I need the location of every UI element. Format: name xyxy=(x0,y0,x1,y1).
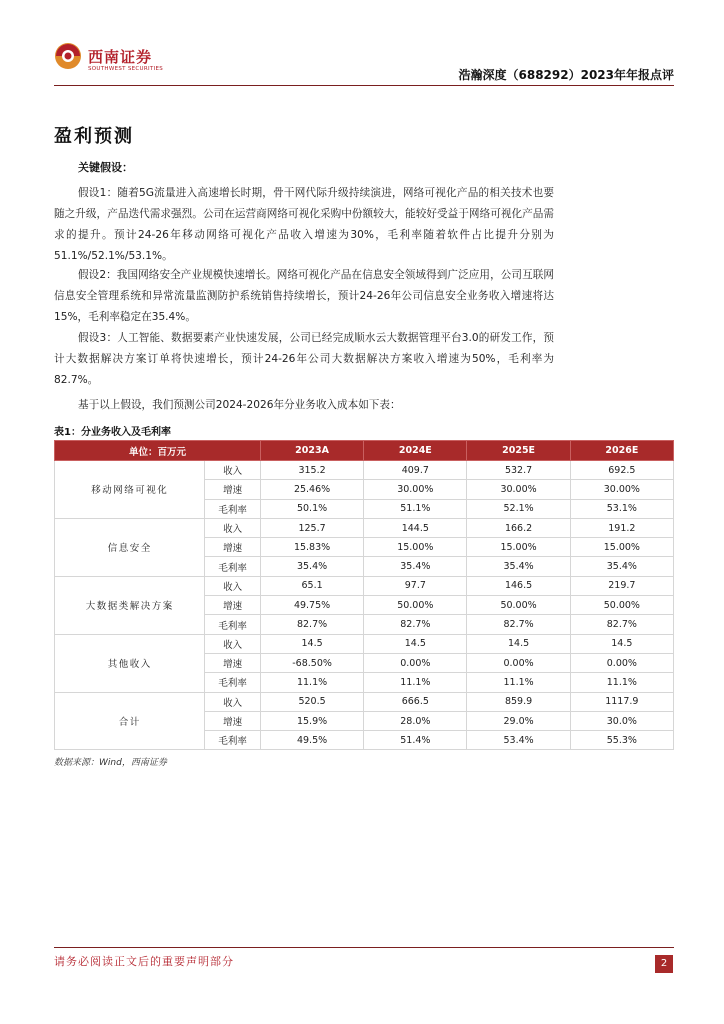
footer-divider xyxy=(54,947,674,948)
page-header xyxy=(54,38,674,86)
value-cell: 53.1% xyxy=(570,499,673,518)
table-title: 表1：分业务收入及毛利率 xyxy=(54,427,171,438)
value-cell: 0.00% xyxy=(467,653,570,672)
value-cell: 692.5 xyxy=(570,461,673,480)
value-cell: 409.7 xyxy=(364,461,467,480)
value-cell: 97.7 xyxy=(364,576,467,595)
value-cell: 49.75% xyxy=(260,596,363,615)
metric-label-cell: 毛利率 xyxy=(205,557,260,576)
value-cell: 15.00% xyxy=(570,538,673,557)
value-cell: 28.0% xyxy=(364,711,467,730)
metric-label-cell: 增速 xyxy=(205,653,260,672)
metric-label-cell: 收入 xyxy=(205,461,260,480)
value-cell: 30.00% xyxy=(467,480,570,499)
value-cell: 1117.9 xyxy=(570,692,673,711)
data-source: 数据来源：Wind，西南证券 xyxy=(54,758,167,768)
value-cell: 49.5% xyxy=(260,731,363,750)
section-title: 盈利预测 xyxy=(54,126,134,147)
value-cell: 315.2 xyxy=(260,461,363,480)
metric-label-cell: 收入 xyxy=(205,634,260,653)
report-title: 浩瀚深度（688292）2023年年报点评 xyxy=(458,68,674,82)
value-cell: 11.1% xyxy=(570,673,673,692)
value-cell: 53.4% xyxy=(467,731,570,750)
assumption-paragraph-3: 假设3：人工智能、数据要素产业快速发展，公司已经完成顺水云大数据管理平台3.0的研发工作，预计大数据解决方案订单将快速增长，预计24-26年公司大数据解决方案收入增速为50%，毛利率为82.7%。 xyxy=(54,332,554,386)
value-cell: 0.00% xyxy=(364,653,467,672)
value-cell: 55.3% xyxy=(570,731,673,750)
value-cell: 35.4% xyxy=(570,557,673,576)
value-cell: 50.00% xyxy=(364,596,467,615)
value-cell: -68.50% xyxy=(260,653,363,672)
value-cell: 82.7% xyxy=(570,615,673,634)
value-cell: 14.5 xyxy=(260,634,363,653)
value-cell: 219.7 xyxy=(570,576,673,595)
value-cell: 146.5 xyxy=(467,576,570,595)
value-cell: 191.2 xyxy=(570,518,673,537)
metric-label-cell: 毛利率 xyxy=(205,731,260,750)
brand-name-en: SOUTHWEST SECURITIES xyxy=(88,66,164,72)
year-header: 2023A xyxy=(260,441,363,461)
table-row xyxy=(55,461,674,480)
value-cell: 30.0% xyxy=(570,711,673,730)
value-cell: 14.5 xyxy=(364,634,467,653)
table-body xyxy=(55,461,674,750)
metric-label-cell: 收入 xyxy=(205,576,260,595)
forecast-intro-paragraph: 基于以上假设，我们预测公司2024-2026年分业务收入成本如下表： xyxy=(78,399,401,411)
value-cell: 15.9% xyxy=(260,711,363,730)
brand-logo xyxy=(54,42,184,76)
segment-name-cell: 大数据类解决方案 xyxy=(55,576,205,634)
value-cell: 859.9 xyxy=(467,692,570,711)
value-cell: 51.4% xyxy=(364,731,467,750)
value-cell: 51.1% xyxy=(364,499,467,518)
value-cell: 82.7% xyxy=(260,615,363,634)
table-header-row xyxy=(55,441,674,461)
metric-label-cell: 毛利率 xyxy=(205,615,260,634)
segment-name-cell: 其他收入 xyxy=(55,634,205,692)
value-cell: 15.83% xyxy=(260,538,363,557)
value-cell: 144.5 xyxy=(364,518,467,537)
metric-label-cell: 增速 xyxy=(205,480,260,499)
value-cell: 30.00% xyxy=(364,480,467,499)
value-cell: 532.7 xyxy=(467,461,570,480)
value-cell: 35.4% xyxy=(467,557,570,576)
metric-label-cell: 收入 xyxy=(205,692,260,711)
metric-label-cell: 毛利率 xyxy=(205,673,260,692)
unit-header: 单位：百万元 xyxy=(55,441,261,461)
header-divider xyxy=(54,85,674,86)
year-header: 2024E xyxy=(364,441,467,461)
value-cell: 25.46% xyxy=(260,480,363,499)
value-cell: 11.1% xyxy=(364,673,467,692)
disclaimer-note: 请务必阅读正文后的重要声明部分 xyxy=(54,955,234,968)
value-cell: 14.5 xyxy=(570,634,673,653)
value-cell: 30.00% xyxy=(570,480,673,499)
segment-name-cell: 信息安全 xyxy=(55,518,205,576)
table-row xyxy=(55,634,674,653)
value-cell: 52.1% xyxy=(467,499,570,518)
value-cell: 520.5 xyxy=(260,692,363,711)
value-cell: 82.7% xyxy=(467,615,570,634)
year-header: 2025E xyxy=(467,441,570,461)
value-cell: 15.00% xyxy=(364,538,467,557)
value-cell: 50.00% xyxy=(570,596,673,615)
value-cell: 125.7 xyxy=(260,518,363,537)
value-cell: 0.00% xyxy=(570,653,673,672)
value-cell: 14.5 xyxy=(467,634,570,653)
value-cell: 35.4% xyxy=(260,557,363,576)
value-cell: 666.5 xyxy=(364,692,467,711)
value-cell: 11.1% xyxy=(467,673,570,692)
value-cell: 11.1% xyxy=(260,673,363,692)
table-row xyxy=(55,692,674,711)
assumption-paragraph-2: 假设2：我国网络安全产业规模快速增长。网络可视化产品在信息安全领域得到广泛应用，公司互联网信息安全管理系统和异常流量监测防护系统销售持续增长，预计24-26年公司信息安全业务收入增速将达15%，毛利率稳定在35.4%。 xyxy=(54,269,554,323)
value-cell: 29.0% xyxy=(467,711,570,730)
page-number: 2 xyxy=(655,955,673,973)
segment-name-cell: 移动网络可视化 xyxy=(55,461,205,519)
metric-label-cell: 增速 xyxy=(205,596,260,615)
segment-name-cell: 合计 xyxy=(55,692,205,750)
value-cell: 65.1 xyxy=(260,576,363,595)
logo-emblem-icon xyxy=(54,42,82,70)
year-header: 2026E xyxy=(570,441,673,461)
value-cell: 166.2 xyxy=(467,518,570,537)
key-assumptions-heading: 关键假设： xyxy=(78,161,133,174)
value-cell: 15.00% xyxy=(467,538,570,557)
brand-name-cn: 西南证券 xyxy=(88,48,153,66)
metric-label-cell: 收入 xyxy=(205,518,260,537)
segment-revenue-table xyxy=(54,440,674,750)
value-cell: 50.00% xyxy=(467,596,570,615)
table-row xyxy=(55,518,674,537)
table-row xyxy=(55,576,674,595)
metric-label-cell: 增速 xyxy=(205,711,260,730)
assumption-paragraph-1: 假设1：随着5G流量进入高速增长时期，骨干网代际升级持续演进，网络可视化产品的相关技术也要随之升级，产品迭代需求强烈。公司在运营商网络可视化采购中份额较大，能较好受益于网络可视化产品需求的提升。预计24-26年移动网络可视化产品收入增速为30%，毛利率随着软件占比提升分别为51.1%/52.1%/53.1%。 xyxy=(54,187,554,262)
value-cell: 50.1% xyxy=(260,499,363,518)
value-cell: 82.7% xyxy=(364,615,467,634)
metric-label-cell: 增速 xyxy=(205,538,260,557)
metric-label-cell: 毛利率 xyxy=(205,499,260,518)
value-cell: 35.4% xyxy=(364,557,467,576)
